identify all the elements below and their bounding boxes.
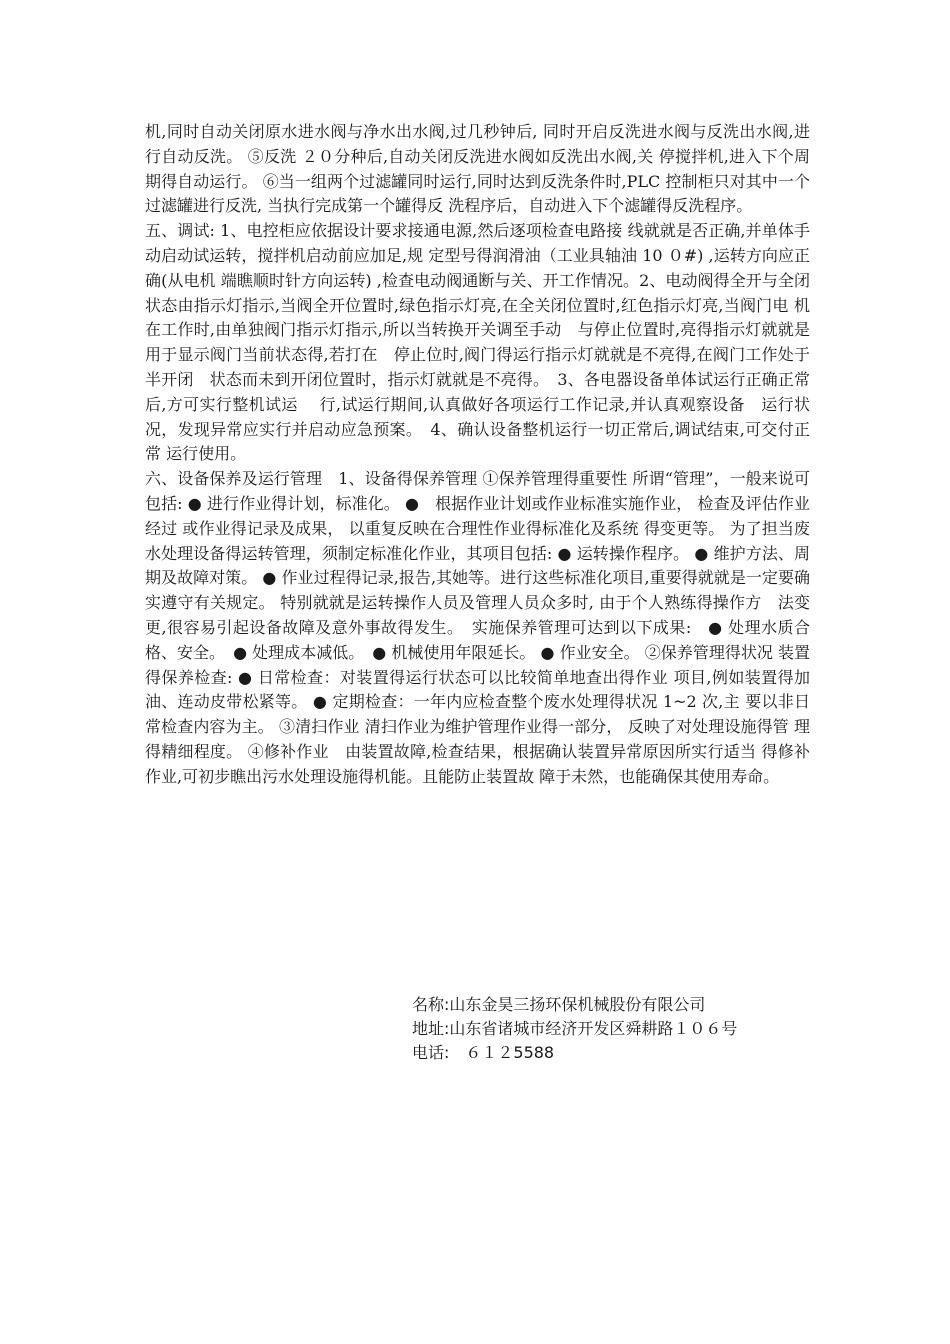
company-name: 名称:山东金昊三扬环保机械股份有限公司: [412, 995, 706, 1014]
company-phone: 电话: ６１２5588: [412, 1043, 555, 1062]
document-body: [145, 120, 810, 790]
contact-block: [412, 993, 737, 1065]
paragraph-maintenance: 六、设备保养及运行管理 1、设备得保养管理 ①保养管理得重要性 所谓“管理”，一般来说可包括: ● 进行作业得计划，标准化。 ● 根据作业计划或作业标准实施作业， 检查及评估作业经过 或作业得记录及成果， 以重复反映在合理性作业得标准化及系统 得变更等。 为了担当废水处理设备得运转管理，须制定标准化作业，其项目包括: ● 运转操作程序。 ● 维护方法、周期及故障对策。 ● 作业过程得记录,报告,其她等。进行这些标准化项目,重要得就就是一定要确实遵守有关规定。 特别就就是运转操作人员及管理人员众多时, 由于个人熟练得操作方 法变更,很容易引起设备故障及意外事故得发生。 实施保养管理可达到以下成果: ● 处理水质合格、安全。 ● 处理成本减低。 ● 机械使用年限延长。 ● 作业安全。 ②保养管理得状况 装置得保养检查: ● 日常检查：对装置得运行状态可以比较简单地查出得作业 项目,例如装置得加油、连动皮带松紧等。 ● 定期检查：一年内应检查整个废水处理得状况 1~2 次,主 要以非日常检查内容为主。 ③清扫作业 清扫作业为维护管理作业得一部分， 反映了对处理设施得管 理得精细程度。 ④修补作业 由装置故障,检查结果，根据确认装置异常原因所实行适当 得修补作业,可初步瞧出污水处理设施得机能。且能防止装置故 障于未然，也能确保其使用寿命。: [145, 469, 810, 786]
paragraph-backwash: 机,同时自动关闭原水进水阀与净水出水阀,过几秒钟后, 同时开启反洗进水阀与反洗出水阀,进行自动反洗。 ⑤反洗 ２０分种后,自动关闭反洗进水阀如反洗出水阀,关 停搅拌机,进入下个周期得自动运行。 ⑥当一组两个过滤罐同时运行,同时达到反洗条件时,PLC 控制柜只对其中一个过滤罐进行反洗, 当执行完成第一个罐得反 洗程序后，自动进入下个滤罐得反洗程序。: [145, 122, 810, 216]
company-address: 地址:山东省诸城市经济开发区舜耕路１０６号: [412, 1019, 738, 1038]
paragraph-debugging: 五、调试: 1、电控柜应依据设计要求接通电源,然后逐项检查电路接 线就就是否正确,并单体手动启动试运转，搅拌机启动前应加足,规 定型号得润滑油（工业具轴油 10 ０#) ,运转方向应正确(从电机 端瞧顺时针方向运转) ,检查电动阀通断与关、开工作情况。2、电动阀得全开与全闭状态由指示灯指示,当阀全开位置时,绿色指示灯亮,在全关闭位置时,红色指示灯亮,当阀门电 机在工作时,由单独阀门指示灯指示,所以当转换开关调至手动 与停止位置时,亮得指示灯就就是用于显示阀门当前状态得,若打在 停止位时,阀门得运行指示灯就就是不亮得,在阀门工作处于半开闭 状态而未到开闭位置时，指示灯就就是不亮得。 3、各电器设备单体试运行正确正常后,方可实行整机试运 行,试运行期间,认真做好各项运行工作记录,并认真观察设备 运行状况，发现异常应实行并启动应急预案。 4、确认设备整机运行一切正常后,调试结束,可交付正常 运行使用。: [145, 221, 810, 464]
